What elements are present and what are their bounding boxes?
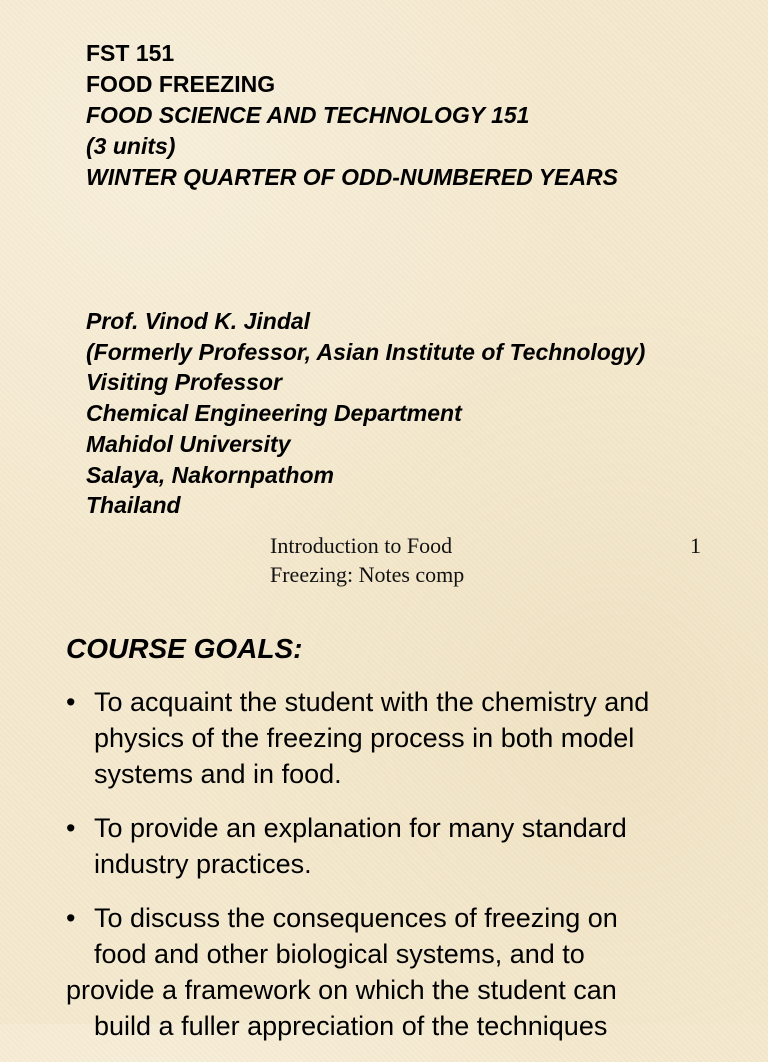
goal-line: To discuss the consequences of freezing on xyxy=(94,903,618,933)
goal-line: systems and in food. xyxy=(94,759,342,789)
bullet-icon: • xyxy=(66,903,76,933)
author-country: Thailand xyxy=(86,492,181,519)
page-number: 1 xyxy=(690,533,701,558)
author-name: Prof. Vinod K. Jindal xyxy=(86,308,311,334)
author-position: Visiting Professor xyxy=(86,369,282,396)
course-schedule: WINTER QUARTER OF ODD-NUMBERED YEARS xyxy=(86,164,618,190)
list-item xyxy=(0,900,768,1044)
goal-line: physics of the freezing process in both model xyxy=(94,723,635,753)
course-name: FOOD FREEZING xyxy=(86,71,276,97)
slide-footer xyxy=(270,531,510,589)
author-location: Salaya, Nakornpathom xyxy=(86,461,334,488)
goal-line: food and other biological systems, and to xyxy=(94,939,585,969)
list-item xyxy=(0,684,768,792)
course-code: FST 151 xyxy=(86,40,175,66)
author-department: Chemical Engineering Department xyxy=(86,400,462,427)
goal-line: provide a framework on which the student can xyxy=(66,975,617,1005)
course-units: (3 units) xyxy=(86,133,176,159)
author-block xyxy=(86,306,645,521)
bullet-icon: • xyxy=(66,687,76,717)
footer-line-2: Freezing: Notes comp xyxy=(270,562,465,587)
author-former-position: (Formerly Professor, Asian Institute of Technology) xyxy=(86,338,646,365)
course-full-name: FOOD SCIENCE AND TECHNOLOGY 151 xyxy=(86,102,530,128)
goal-line: build a fuller appreciation of the techniques xyxy=(94,1011,608,1041)
list-item xyxy=(0,810,768,882)
goals-title: COURSE GOALS: xyxy=(66,633,303,664)
bullet-icon: • xyxy=(66,813,76,843)
goals-list xyxy=(0,684,768,1062)
goal-line: To provide an explanation for many standard xyxy=(94,813,627,843)
goal-line: To acquaint the student with the chemistry and xyxy=(94,687,650,717)
footer-line-1: Introduction to Food xyxy=(270,533,453,558)
goal-line: industry practices. xyxy=(94,849,312,879)
author-university: Mahidol University xyxy=(86,430,291,457)
slide-course-goals xyxy=(0,612,768,1041)
course-header xyxy=(86,38,618,193)
